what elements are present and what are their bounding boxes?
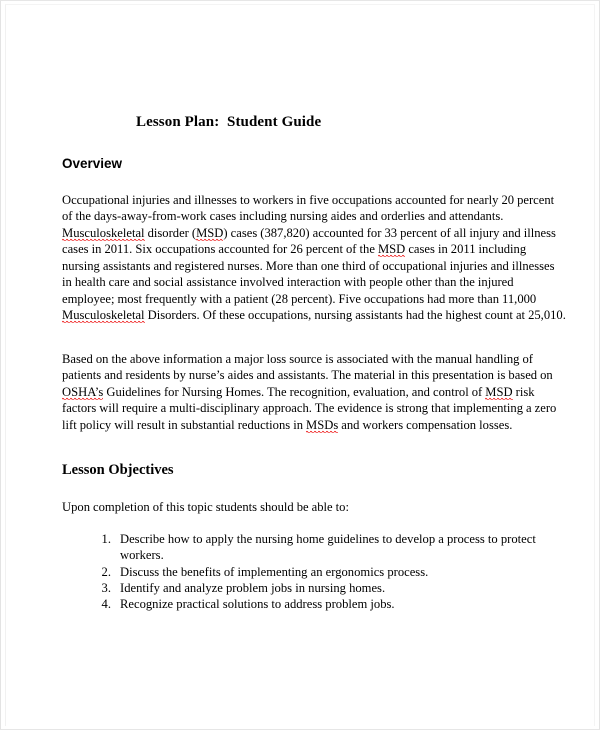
list-item-number: 1. [101,532,111,546]
list-item [62,596,566,612]
page-title: Lesson Plan: Student Guide [136,114,322,130]
paragraph-text-fragment: cases in 2011 including nursing assistants and registered nurses. More than one third of occupational injuries and illnesses in health care and social assistance involved interaction with people other than the injured employee; most frequently with a patient (28 percent). Five occupations had more than 11,000 [62,242,555,306]
list-item-number: 4. [101,597,111,612]
list-item-label: Identify and analyze problem jobs in nursing homes. [120,580,386,595]
section-heading-lesson-objectives: Lesson Objectives [62,462,174,478]
objectives-lead-in: Upon completion of this topic students should be able to: [62,500,349,514]
list-item [62,580,566,596]
paragraph-text-fragment: and workers compensation losses. [338,417,513,432]
misspelled-word: MSDs [306,417,339,432]
overview-paragraph-1 [62,192,566,324]
objectives-list [62,531,566,612]
paragraph-text-fragment: Guidelines for Nursing Homes. The recognition, evaluation, and control of [103,384,486,399]
list-item-label: Describe how to apply the nursing home guidelines to develop a process to protect workers. [120,532,536,563]
misspelled-word: MSD [377,242,406,257]
misspelled-word: MSD [485,384,513,399]
list-item-label: Discuss the benefits of implementing an ergonomics process. [120,564,429,579]
paragraph-text-fragment: disorder ( [144,225,197,240]
list-item [62,531,566,564]
overview-paragraph-2 [62,351,566,433]
misspelled-word: Musculoskeletal [62,308,145,323]
paragraph-text-fragment: Disorders. Of these occupations, nursing assistants had the highest count at 25,010. [144,308,566,323]
misspelled-word: Musculoskeletal [62,225,145,240]
list-item-number: 3. [101,580,111,595]
paragraph-text-fragment: Occupational injuries and illnesses to workers in five occupations accounted for nearly 20 percent of the days-away-from-work cases including nursing aides and orderlies and attendants. [62,193,555,224]
list-item-label: Recognize practical solutions to address problem jobs. [120,597,395,612]
misspelled-word: OSHA’s [62,384,104,399]
paragraph-text-fragment: ) cases (387,820) accounted for 33 percent of all injury and illness cases in 2011. Six occupations accounted for 26 percent of the [62,225,556,257]
paragraph-text-fragment: risk factors will require a multi-disciplinary approach. The evidence is strong that implementing a zero lift policy will result in substantial reductions in [62,384,557,432]
section-heading-overview: Overview [62,156,123,171]
list-item-number: 2. [101,564,111,579]
misspelled-word: MSD [196,225,224,240]
list-item [62,564,566,580]
paragraph-text-fragment: Based on the above information a major loss source is associated with the manual handling of patients and residents by nurse’s aides and assistants. The material in this presentation is based on [62,352,553,383]
